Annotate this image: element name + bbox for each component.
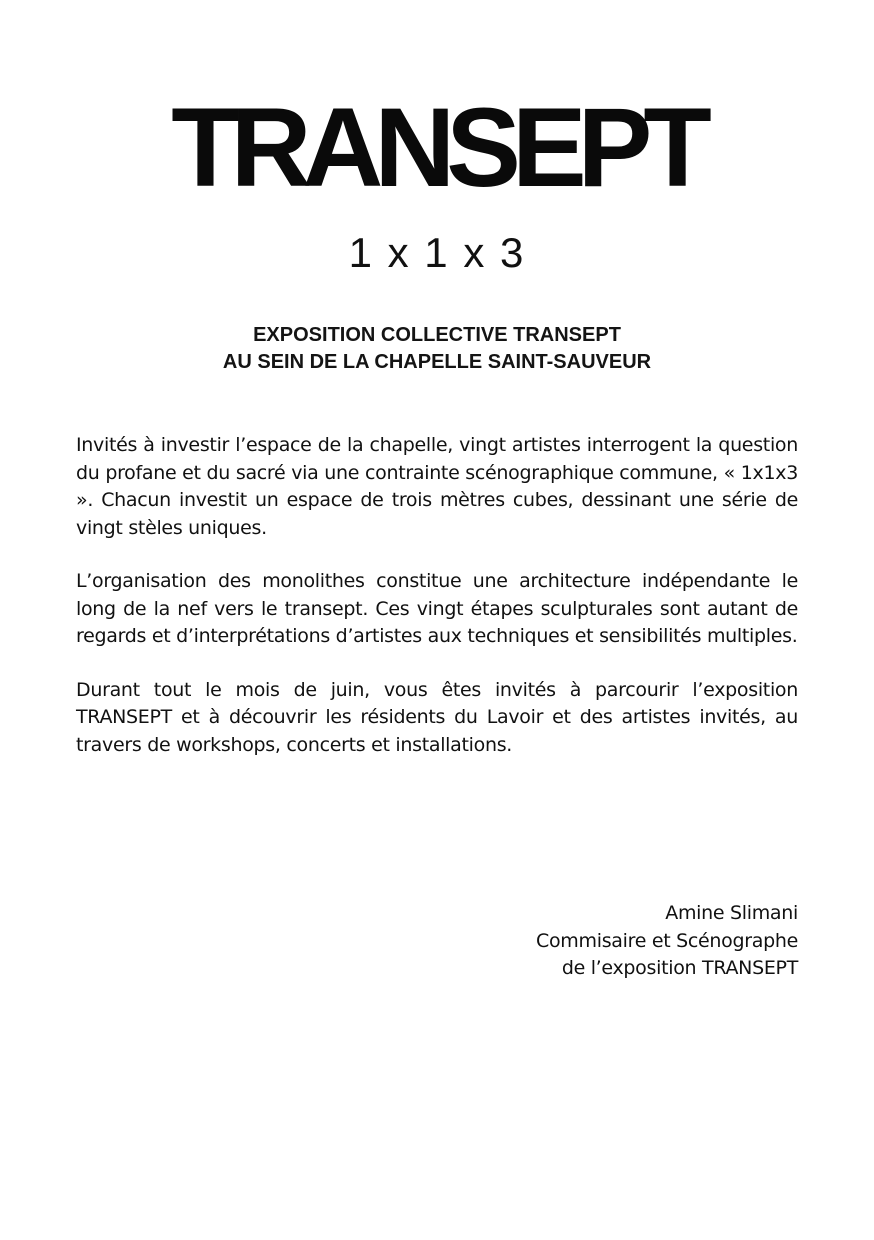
exhibition-logo: TRANSEPT xyxy=(171,85,703,210)
signature-name: Amine Slimani xyxy=(665,902,798,924)
section-heading xyxy=(0,322,874,376)
body-text xyxy=(76,432,798,759)
heading-line-2: AU SEIN DE LA CHAPELLE SAINT-SAUVEUR xyxy=(222,351,652,373)
format-title: 1 x 1 x 3 xyxy=(348,229,526,276)
heading-line-1: EXPOSITION COLLECTIVE TRANSEPT xyxy=(253,324,621,346)
paragraph-1: Invités à investir l’espace de la chapelle, vingt artistes interrogent la question du profane et du sacré via une contrainte scénographique commune, « 1x1x3 ». Chacun investit un espace de trois mètres cubes, dessinant une série de vingt stèles uniques. xyxy=(76,434,798,539)
signature-context: de l’exposition TRANSEPT xyxy=(561,957,798,979)
signature-block xyxy=(298,900,798,983)
signature-role: Commisaire et Scénographe xyxy=(536,929,798,952)
paragraph-2: L’organisation des monolithes constitue une architecture indépendante le long de la nef vers le transept. Ces vingt étapes sculpturales sont autant de regards et d’interprétations d’artistes aux techniques et sensibilités multiples. xyxy=(76,570,798,647)
paragraph-3: Durant tout le mois de juin, vous êtes invités à parcourir l’exposition TRANSEPT et à découvrir les résidents du Lavoir et des artistes invités, au travers de workshops, concerts et installations. xyxy=(76,678,798,756)
